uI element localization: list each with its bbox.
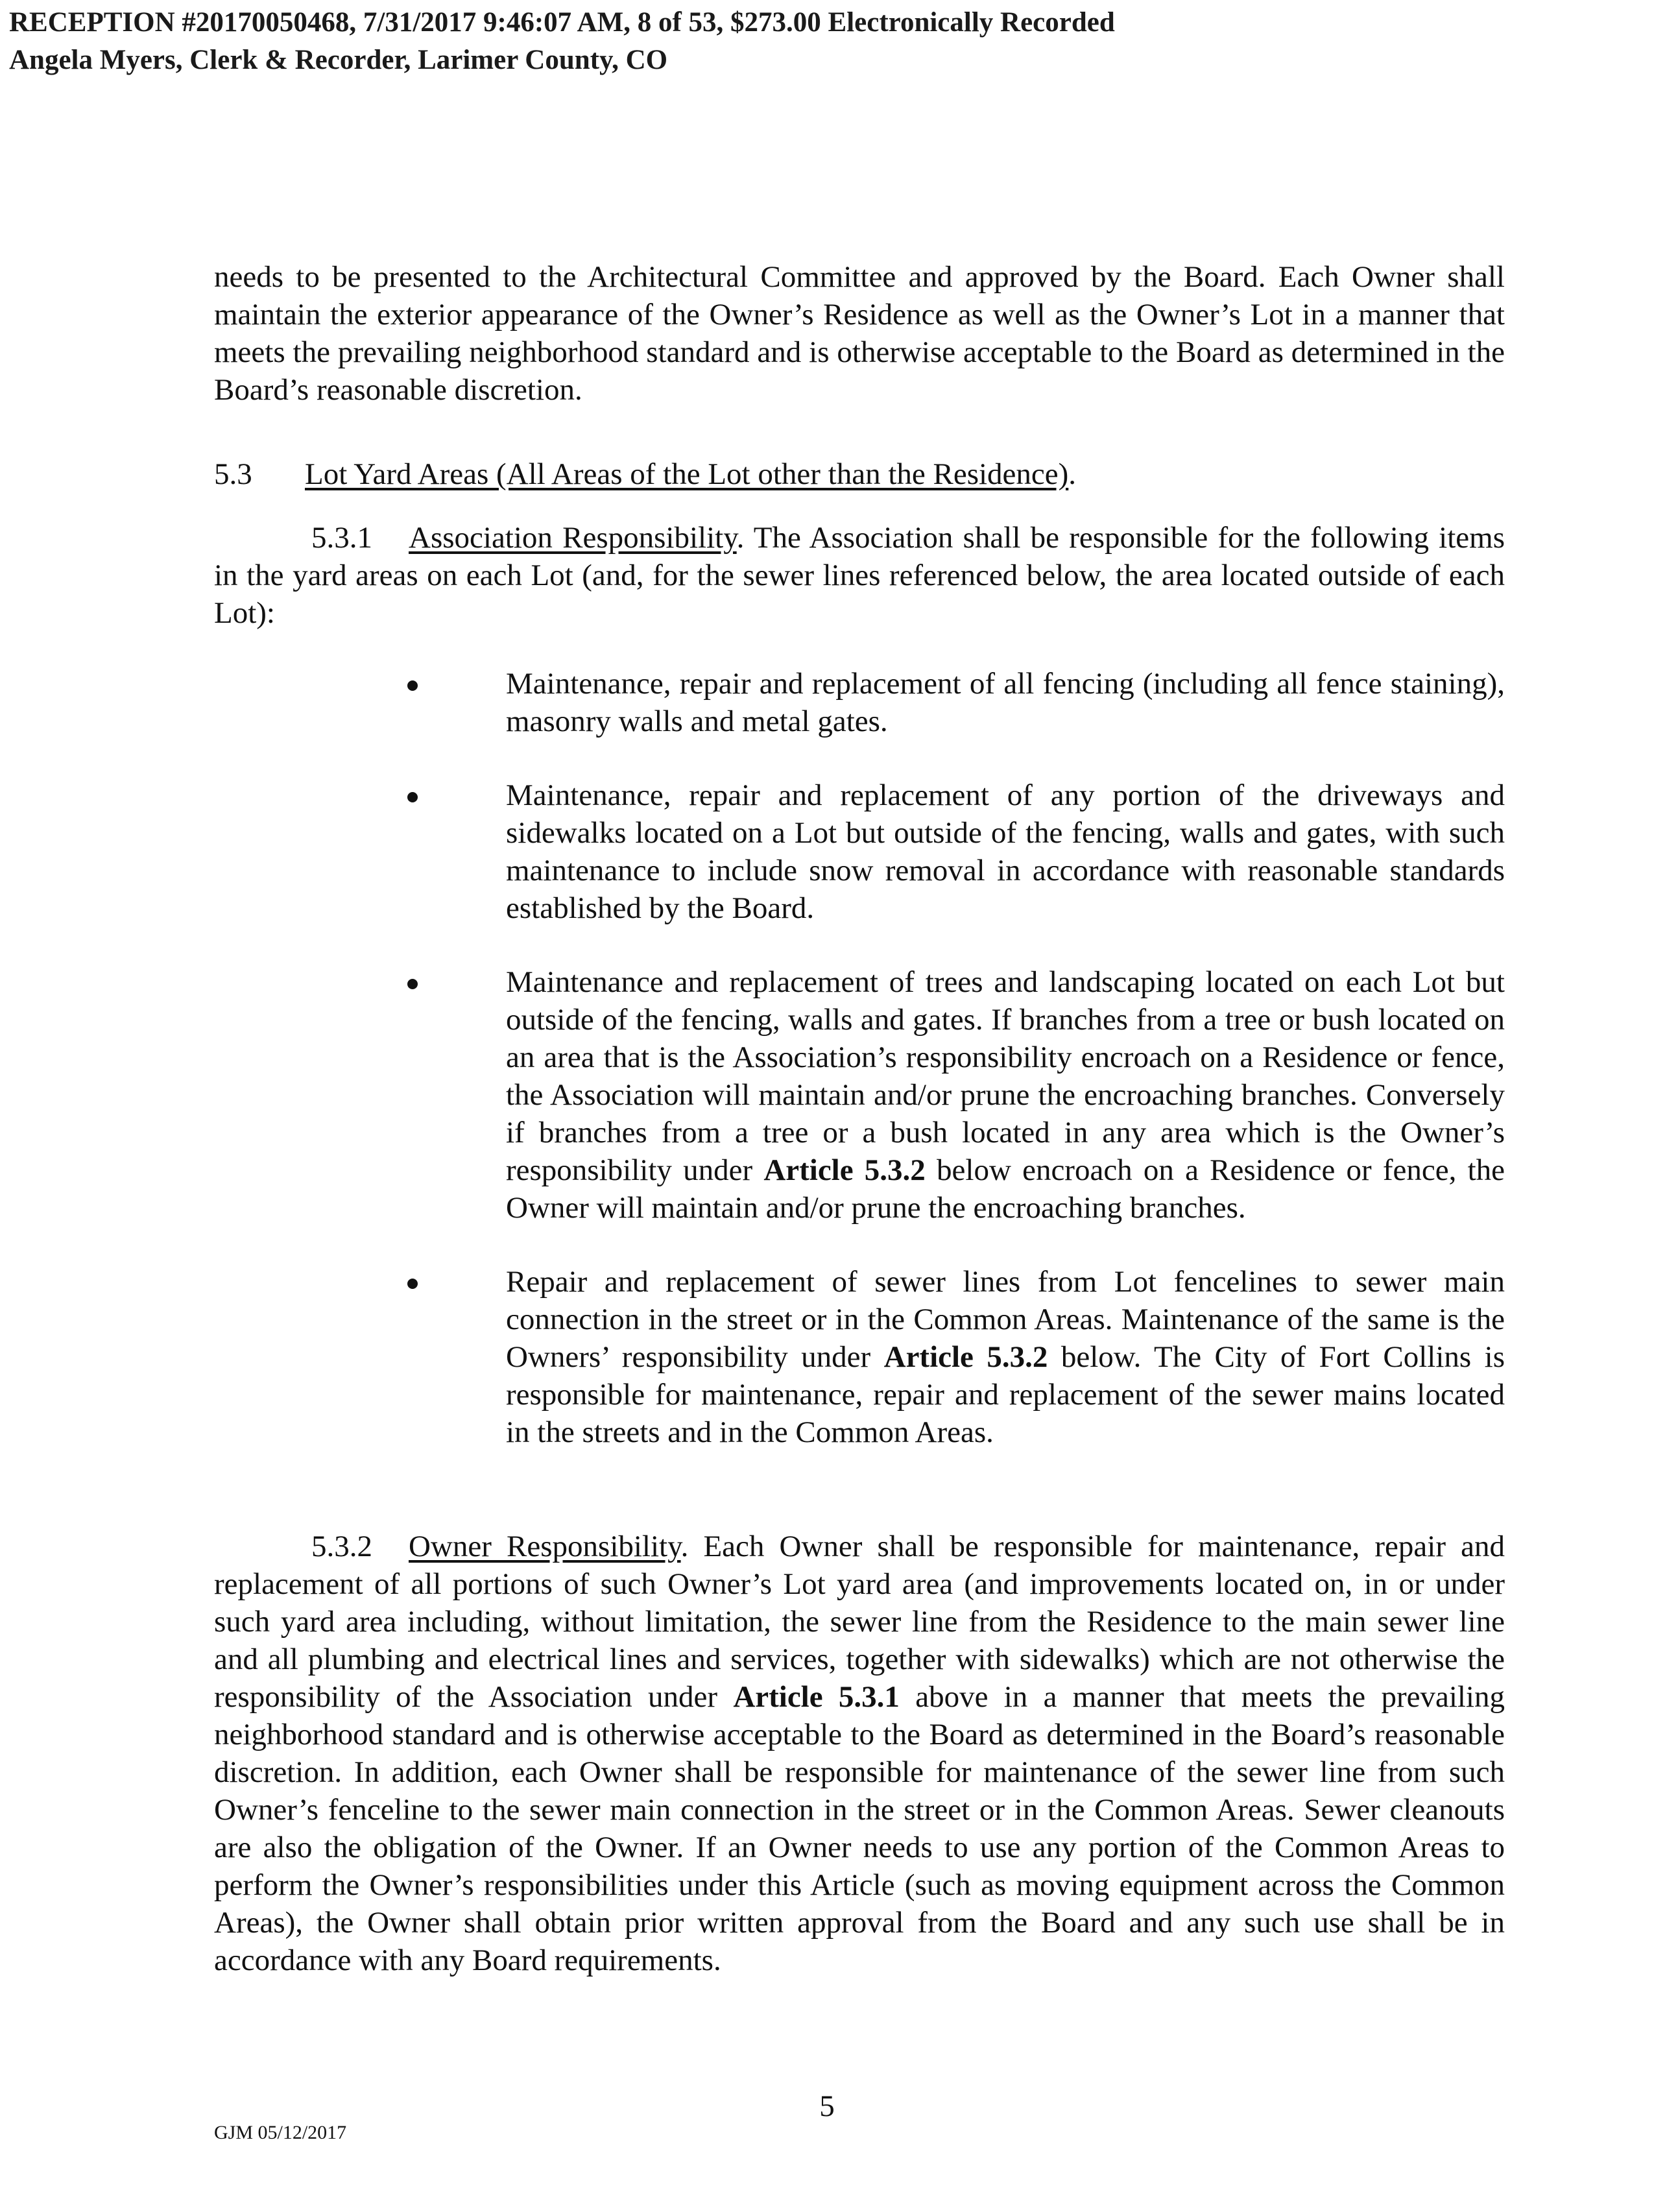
list-item: [402, 963, 1505, 1227]
bullet-icon: [407, 979, 418, 989]
subsection-title: Association Responsibility: [409, 521, 737, 555]
subsection-number: 5.3.1: [311, 521, 372, 555]
section-title-end: .: [1068, 457, 1077, 491]
article-reference: Article 5.3.2: [763, 1153, 926, 1187]
section-title: Lot Yard Areas (All Areas of the Lot other than the Residence): [305, 457, 1069, 491]
list-item-text: below encroach on a Residence or fence, the Owner will maintain and/or prune the encroaching branches.: [506, 1153, 1505, 1225]
article-reference: Article 5.3.1: [733, 1680, 900, 1714]
section-5-3-heading: [214, 455, 1505, 493]
clerk-recorder-line: Angela Myers, Clerk & Recorder, Larimer County, CO: [9, 45, 668, 75]
subsection-title: Owner Responsibility: [409, 1530, 681, 1563]
list-item-text: below. The City of Fort Collins is responsible for maintenance, repair and replacement of the sewer mains located in the streets and in the Common Areas.: [506, 1340, 1505, 1449]
article-reference: Article 5.3.2: [883, 1340, 1048, 1374]
section-5-3-2-paragraph: [214, 1528, 1505, 1979]
list-item-text: Maintenance, repair and replacement of all fencing (including all fence staining), masonry walls and metal gates.: [506, 667, 1505, 738]
list-item: [402, 1263, 1505, 1451]
list-item: [402, 776, 1505, 927]
recording-info-line: RECEPTION #20170050468, 7/31/2017 9:46:07 AM, 8 of 53, $273.00 Electronically Recorded: [9, 7, 1115, 38]
list-item: [402, 665, 1505, 740]
list-item-text: Maintenance and replacement of trees and landscaping located on each Lot but outside of the fencing, walls and gates. If branches from a tree or bush located on an area that is the Association’s responsibility encroach on a Residence or fence, the Association will maintain and/or prune the encroaching branches. Conversely if branches from a tree or a bush located in any area which is the Owner’s responsibility under: [506, 965, 1505, 1187]
bullet-icon: [407, 1279, 418, 1289]
section-5-3-1-paragraph: [214, 519, 1505, 632]
list-item-text: Repair and replacement of sewer lines from Lot fencelines to sewer main connection in the street or in the Common Areas. Maintenance of the same is the Owners’ responsibility under: [506, 1265, 1505, 1374]
subsection-body: . Each Owner shall be responsible for maintenance, repair and replacement of all portions of such Owner’s Lot yard area (and improvements located on, in or under such yard area including, without limitation, the sewer line from the Residence to the main sewer line and all plumbing and electrical lines and services, together with sidewalks) which are not otherwise the responsibility of the Association under: [214, 1530, 1505, 1714]
recording-header: [9, 4, 1566, 79]
list-item-text: Maintenance, repair and replacement of any portion of the driveways and sidewalks located on a Lot but outside of the fencing, walls and gates, with such maintenance to include snow removal in accordance with reasonable standards established by the Board.: [506, 778, 1505, 925]
section-number: 5.3: [214, 457, 252, 491]
association-responsibility-list: [402, 665, 1505, 1487]
intro-paragraph: needs to be presented to the Architectural Committee and approved by the Board. Each Owner shall maintain the exterior appearance of the Owner’s Residence as well as the Owner’s Lot in a manner that meets the prevailing neighborhood standard and is otherwise acceptable to the Board as determined in the Board’s reasonable discretion.: [214, 260, 1505, 407]
subsection-body: above in a manner that meets the prevailing neighborhood standard and is otherwise acceptable to the Board as determined in the Board’s reasonable discretion. In addition, each Owner shall be responsible for maintenance of the sewer line from such Owner’s fenceline to the sewer main connection in the street or in the Common Areas. Sewer cleanouts are also the obligation of the Owner. If an Owner needs to use any portion of the Common Areas to perform the Owner’s responsibilities under this Article (such as moving equipment across the Common Areas), the Owner shall obtain prior written approval from the Board and any such use shall be in accordance with any Board requirements.: [214, 1680, 1505, 1977]
page-number: 5: [819, 2089, 835, 2123]
bullet-icon: [407, 792, 418, 802]
footer-document-code: GJM 05/12/2017: [214, 2122, 347, 2143]
bullet-icon: [407, 680, 418, 691]
subsection-number: 5.3.2: [311, 1530, 372, 1563]
subsection-body: . The Association shall be responsible for the following items in the yard areas on each Lot (and, for the sewer lines referenced below, the area located outside of each Lot):: [214, 521, 1505, 630]
